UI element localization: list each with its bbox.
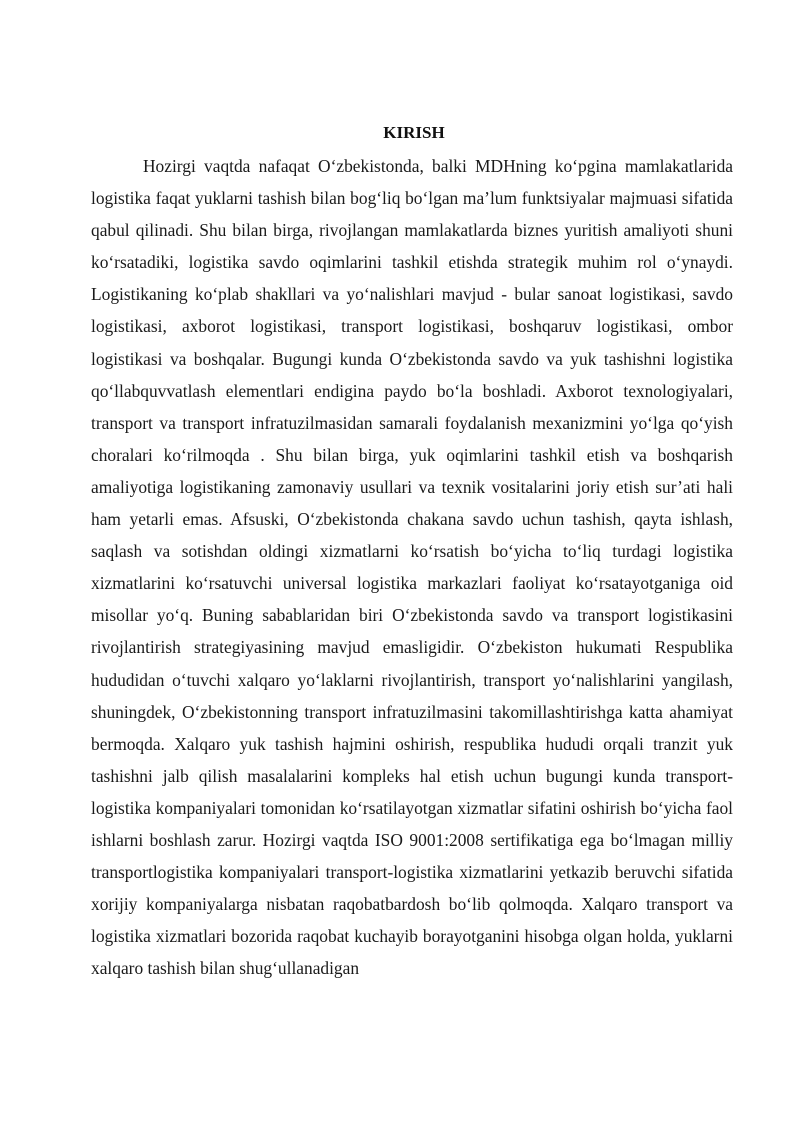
body-paragraph: Hozirgi vaqtda nafaqat O‘zbekistonda, balki MDHning ko‘pgina mamlakatlarida logistika faqat yuklarni tashish bilan bog‘liq bo‘lgan ma’lum funktsiyalar majmuasi sifatida qabul qilinadi. Shu bilan birga, rivojlangan mamlakatlarda biznes yuritish amaliyoti shuni ko‘rsatadiki, logistika savdo oqimlarini tashkil etishda strategik muhim rol o‘ynaydi. Logistikaning ko‘plab shakllari va yo‘nalishlari mavjud - bular sanoat logistikasi, savdo logistikasi, axborot logistikasi, transport logistikasi, boshqaruv logistikasi, ombor logistikasi va boshqalar. Bugungi kunda O‘zbekistonda savdo va yuk tashishni logistika qo‘llabquvvatlash elementlari endigina paydo bo‘la boshladi. Axborot texnologiyalari, transport va transport infratuzilmasidan samarali foydalanish mexanizmini yo‘lga qo‘yish choralari ko‘rilmoqda . Shu bilan birga, yuk oqimlarini tashkil etish va boshqarish amaliyotiga logistikaning zamonaviy usullari va texnik vositalarini joriy etish sur’ati hali ham yetarli emas. Afsuski, O‘zbekistonda chakana savdo uchun tashish, qayta ishlash, saqlash va sotishdan oldingi xizmatlarni ko‘rsatish bo‘yicha to‘liq turdagi logistika xizmatlarini ko‘rsatuvchi universal logistika markazlari faoliyat ko‘rsatayotganiga oid misollar yo‘q. Buning sabablaridan biri O‘zbekistonda savdo va transport logistikasini rivojlantirish strategiyasining mavjud emasligidir. O‘zbekiston hukumati Respublika hududidan o‘tuvchi xalqaro yo‘laklarni rivojlantirish, transport yo‘nalishlarini yangilash, shuningdek, O‘zbekistonning transport infratuzilmasini takomillashtirishga katta ahamiyat bermoqda. Xalqaro yuk tashish hajmini oshirish, respublika hududi orqali tranzit yuk tashishni jalb qilish masalalarini kompleks hal etish uchun bugungi kunda transport-logistika kompaniyalari tomonidan ko‘rsatilayotgan xizmatlar sifatini oshirish bo‘yicha faol ishlarni boshlash zarur. Hozirgi vaqtda ISO 9001:2008 sertifikatiga ega bo‘lmagan milliy transportlogistika kompaniyalari transport-logistika xizmatlarini yetkazib beruvchi sifatida xorijiy kompaniyalarga nisbatan raqobatbardosh bo‘lib qolmoqda. Xalqaro transport va logistika xizmatlari bozorida raqobat kuchayib borayotganini hisobga olgan holda, yuklarni xalqaro tashish bilan shug‘ullanadigan [91, 156, 733, 979]
section-heading: KIRISH [383, 123, 445, 142]
